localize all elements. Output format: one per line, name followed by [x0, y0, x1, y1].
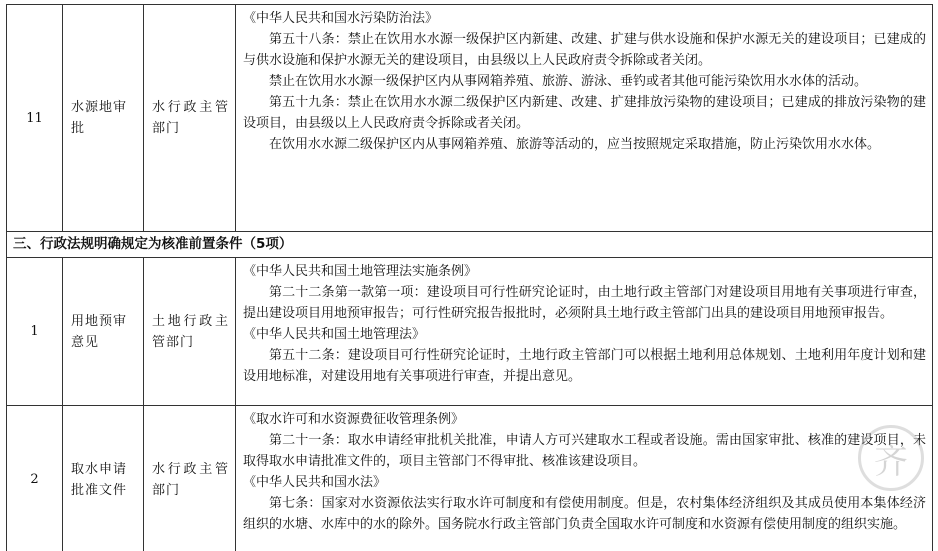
law-article-text: 第七条：国家对水资源依法实行取水许可制度和有偿使用制度。但是，农村集体经济组织及其成员使用本集体经济组织的水塘、水库中的水的除外。国务院水行政主管部门负责全国取水许可制度和水资源有偿使用制度的组织实施。: [243, 496, 926, 532]
table-row: [7, 5, 933, 232]
law-article-text: 第二十一条：取水申请经审批机关批准，申请人方可兴建取水工程或者设施。需由国家审批、核准的建设项目，未取得取水申请批准文件的，项目主管部门不得审批、核准该建设项目。: [243, 433, 926, 469]
row-number: 1: [7, 258, 63, 406]
table-row: [7, 258, 933, 406]
law-article-text: 第二十二条第一款第一项：建设项目可行性研究论证时，由土地行政主管部门对建设项目用地有关事项进行审查，提出建设项目用地预审报告；可行性研究报告报批时，必须附具土地行政主管部门出具的建设项目用地预审报告。: [243, 285, 926, 321]
item-name: 用地预审意见: [63, 258, 144, 406]
law-article-text: 第五十九条：禁止在饮用水水源二级保护区内新建、改建、扩建排放污染物的建设项目；已建成的排放污染物的建设项目，由县级以上人民政府责令拆除或者关闭。: [243, 95, 926, 131]
law-article-text: 第五十八条：禁止在饮用水水源一级保护区内新建、改建、扩建与供水设施和保护水源无关的建设项目；已建成的与供水设施和保护水源无关的建设项目，由县级以上人民政府责令拆除或者关闭。: [243, 32, 926, 68]
item-name: 水源地审批: [63, 5, 144, 232]
row-number: 11: [7, 5, 63, 232]
law-article-text: 禁止在饮用水水源一级保护区内从事网箱养殖、旅游、游泳、垂钓或者其他可能污染饮用水水体的活动。: [269, 74, 868, 89]
row-number: 2: [7, 406, 63, 551]
legal-basis: [236, 406, 933, 551]
approval-conditions-table: [6, 4, 933, 551]
legal-basis: [236, 5, 933, 232]
law-article-text: 在饮用水水源二级保护区内从事网箱养殖、旅游等活动的，应当按照规定采取措施，防止污染饮用水水体。: [269, 137, 881, 152]
law-title: 《中华人民共和国土地管理法实施条例》: [243, 264, 478, 279]
watermark-seal-icon: 齐: [858, 425, 924, 491]
law-title: 《取水许可和水资源费征收管理条例》: [243, 412, 465, 427]
department: 土地行政主管部门: [144, 258, 236, 406]
law-title: 《中华人民共和国水污染防治法》: [243, 11, 439, 26]
section-header-row: [7, 232, 933, 258]
law-title: 《中华人民共和国水法》: [243, 475, 387, 490]
department: 水行政主管部门: [144, 5, 236, 232]
law-title: 《中华人民共和国土地管理法》: [243, 327, 426, 342]
department: 水行政主管部门: [144, 406, 236, 551]
table-row: [7, 406, 933, 551]
legal-basis: [236, 258, 933, 406]
section-title: 三、行政法规明确规定为核准前置条件（5项）: [7, 232, 933, 258]
law-article-text: 第五十二条：建设项目可行性研究论证时，土地行政主管部门可以根据土地利用总体规划、土地利用年度计划和建设用地标准，对建设用地有关事项进行审查，并提出意见。: [243, 348, 926, 384]
item-name: 取水申请批准文件: [63, 406, 144, 551]
